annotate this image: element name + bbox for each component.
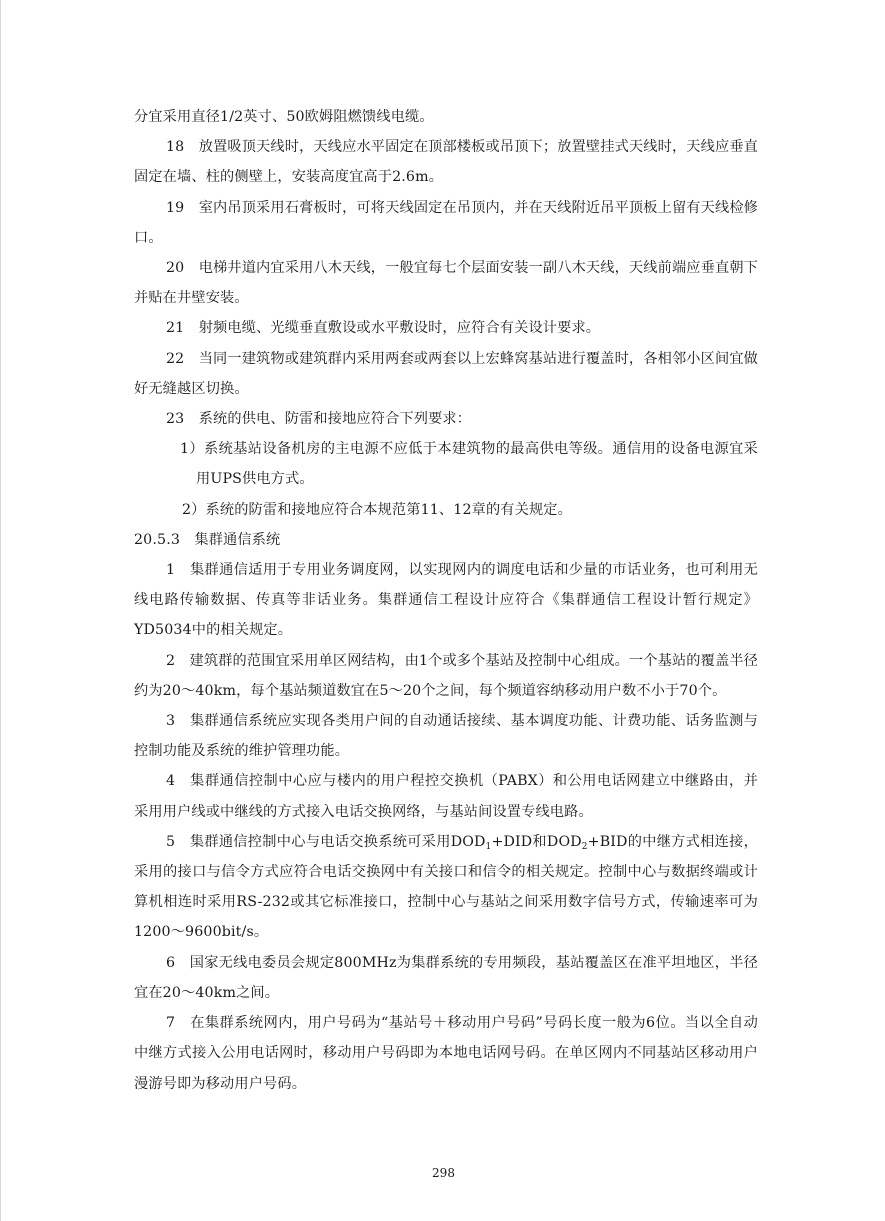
clause-5-part-c: +BID的中继方式相连接，采用的接口与信令方式应符合电话交换网中有关接口和信令的相关规定。控制中心与数据终端或计算机相连时采用RS-232或其它标准接口，控制中心与基站之间采用数字信号方式，传输速率可为1200～9600bit/s。 xyxy=(134,833,758,941)
list-item-2: 2）系统的防雷和接地应符合本规范第11、12章的有关规定。 xyxy=(182,501,572,518)
clause-5-part-a: 5 集群通信控制中心与电话交换系统可采用DOD xyxy=(166,833,486,850)
body-text xyxy=(134,102,758,1099)
clause-20: 20 电梯井道内宜采用八木天线，一般宜每七个层面安装一副八木天线，天线前端应垂直朝下并贴在井壁安装。 xyxy=(134,260,758,307)
clause-21: 21 射频电缆、光缆垂直敷设或水平敷设时，应符合有关设计要求。 xyxy=(166,320,601,337)
clause-6: 6 国家无线电委员会规定800MHz为集群系统的专用频段，基站覆盖区在准平坦地区，半径宜在20～40km之间。 xyxy=(134,954,758,1001)
clause-2: 2 建筑群的范围宜采用单区网结构，由1个或多个基站及控制中心组成。一个基站的覆盖半径约为20～40km，每个基站频道数宜在5～20个之间，每个频道容纳移动用户数不小于70个。 xyxy=(134,652,758,699)
paragraph-continuation: 分宜采用直径1/2英寸、50欧姆阻燃馈线电缆。 xyxy=(134,109,434,125)
clause-18: 18 放置吸顶天线时，天线应水平固定在顶部楼板或吊顶下；放置壁挂式天线时，天线应垂直固定在墙、柱的侧壁上，安装高度宜高于2.6m。 xyxy=(134,139,758,186)
subscript-2: 2 xyxy=(581,841,588,852)
section-heading: 20.5.3 集群通信系统 xyxy=(134,531,281,548)
clause-23: 23 系统的供电、防雷和接地应符合下列要求： xyxy=(166,411,472,428)
clause-7: 7 在集群系统网内，用户号码为“基站号＋移动用户号码”号码长度一般为6位。当以全自动中继方式接入公用电话网时，移动用户号码即为本地电话网号码。在单区网内不同基站区移动用户漫游号即为移动用户号码。 xyxy=(134,1015,758,1092)
clause-19: 19 室内吊顶采用石膏板时，可将天线固定在吊顶内，并在天线附近吊平顶板上留有天线检修口。 xyxy=(134,199,758,246)
clause-3: 3 集群通信系统应实现各类用户间的自动通话接续、基本调度功能、计费功能、话务监测与控制功能及系统的维护管理功能。 xyxy=(134,713,758,760)
clause-5 xyxy=(134,827,758,948)
list-item-1: 1）系统基站设备机房的主电源不应低于本建筑物的最高供电等级。通信用的设备电源宜采用UPS供电方式。 xyxy=(180,441,758,488)
clause-1: 1 集群通信适用于专用业务调度网，以实现网内的调度电话和少量的市话业务，也可利用无线电路传输数据、传真等非话业务。集群通信工程设计应符合《集群通信工程设计暂行规定》YD5034中的相关规定。 xyxy=(134,562,758,639)
subscript-1: 1 xyxy=(485,841,492,852)
clause-22: 22 当同一建筑物或建筑群内采用两套或两套以上宏蜂窝基站进行覆盖时，各相邻小区间宜做好无缝越区切换。 xyxy=(134,350,758,397)
page-number: 298 xyxy=(432,1166,455,1180)
clause-5-part-b: +DID和DOD xyxy=(491,833,582,850)
clause-4: 4 集群通信控制中心应与楼内的用户程控交换机（PABX）和公用电话网建立中继路由，并采用用户线或中继线的方式接入电话交换网络，与基站间设置专线电路。 xyxy=(134,773,758,820)
